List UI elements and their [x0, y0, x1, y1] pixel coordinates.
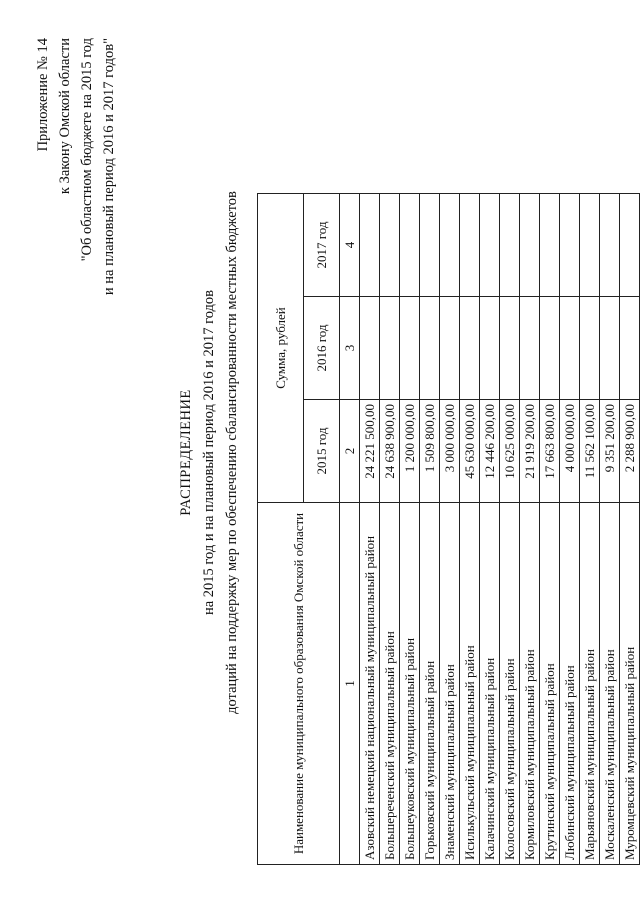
amount-2017: [480, 194, 500, 297]
table-row: [440, 194, 460, 865]
title-period: на 2015 год и на плановый период 2016 и 2017 годов: [201, 289, 217, 616]
municipality-name: Марьяновский муниципальный район: [580, 503, 600, 865]
amount-2015: 45 630 000,00: [460, 400, 480, 503]
appendix-line-2: к Закону Омской области: [57, 38, 73, 195]
year-2015-header: 2015 год: [304, 400, 340, 503]
appendix-line-3: "Об областном бюджете на 2015 год: [79, 38, 95, 262]
amount-2017: [360, 194, 380, 297]
amount-2016: [380, 297, 400, 400]
amount-2016: [520, 297, 540, 400]
municipality-name: Калачинский муниципальный район: [480, 503, 500, 865]
amount-2017: [400, 194, 420, 297]
table-row: [580, 194, 600, 865]
municipality-name: Знаменский муниципальный район: [440, 503, 460, 865]
amount-2015: 24 221 500,00: [360, 400, 380, 503]
municipality-name: Москаленский муниципальный район: [600, 503, 620, 865]
amount-2016: [420, 297, 440, 400]
year-2017-header: 2017 год: [304, 194, 340, 297]
municipality-name: Исилькульский муниципальный район: [460, 503, 480, 865]
table-row: [560, 194, 580, 865]
municipality-name: Муромцевский муниципальный район: [620, 503, 640, 865]
amount-2017: [380, 194, 400, 297]
title-subject: дотаций на поддержку мер по обеспечению сбалансированности местных бюджетов: [224, 191, 240, 714]
amount-2015: 1 200 000,00: [400, 400, 420, 503]
amount-2017: [500, 194, 520, 297]
municipality-name: Азовский немецкий национальный муниципальный район: [360, 503, 380, 865]
col-number-3: 3: [340, 297, 360, 400]
title-heading: РАСПРЕДЕЛЕНИЕ: [178, 389, 194, 516]
municipality-name: Любинский муниципальный район: [560, 503, 580, 865]
year-2016-header: 2016 год: [304, 297, 340, 400]
amount-2017: [460, 194, 480, 297]
amount-2017: [520, 194, 540, 297]
amount-2016: [480, 297, 500, 400]
municipality-name: Кормиловский муниципальный район: [520, 503, 540, 865]
table-row: [500, 194, 520, 865]
amount-2016: [560, 297, 580, 400]
municipality-name: Большереченский муниципальный район: [380, 503, 400, 865]
table-row: [400, 194, 420, 865]
amount-2015: 3 000 000,00: [440, 400, 460, 503]
table-row: [360, 194, 380, 865]
amount-2017: [620, 194, 640, 297]
table-row: [600, 194, 620, 865]
amount-2017: [540, 194, 560, 297]
amount-2016: [620, 297, 640, 400]
amount-2015: 4 000 000,00: [560, 400, 580, 503]
col-number-4: 4: [340, 194, 360, 297]
table-row: [480, 194, 500, 865]
amount-2016: [360, 297, 380, 400]
amount-2017: [420, 194, 440, 297]
amount-2017: [600, 194, 620, 297]
amount-2016: [440, 297, 460, 400]
amount-2015: 10 625 000,00: [500, 400, 520, 503]
appendix-line-1: Приложение № 14: [35, 38, 51, 152]
municipality-name: Большеуковский муниципальный район: [400, 503, 420, 865]
table-row: [380, 194, 400, 865]
col-number-1: 1: [340, 503, 360, 865]
amount-2015: 24 638 900,00: [380, 400, 400, 503]
amount-2015: 1 509 800,00: [420, 400, 440, 503]
table-row: [540, 194, 560, 865]
amount-2015: 21 919 200,00: [520, 400, 540, 503]
appendix-line-4: и на плановый период 2016 и 2017 годов": [101, 38, 117, 296]
amount-2015: 2 288 900,00: [620, 400, 640, 503]
amount-2016: [500, 297, 520, 400]
col-municipality-header: Наименование муниципального образования Омской области: [258, 503, 340, 865]
amount-2016: [580, 297, 600, 400]
col-number-2: 2: [340, 400, 360, 503]
municipality-name: Крутинский муниципальный район: [540, 503, 560, 865]
amount-2015: 11 562 100,00: [580, 400, 600, 503]
sum-header: Сумма, рублей: [258, 194, 304, 503]
appendix-note: [32, 38, 120, 295]
amount-2016: [460, 297, 480, 400]
amount-2015: 9 351 200,00: [600, 400, 620, 503]
amount-2016: [400, 297, 420, 400]
amount-2017: [440, 194, 460, 297]
amount-2017: [580, 194, 600, 297]
document-title: [175, 0, 244, 905]
amount-2015: 17 663 800,00: [540, 400, 560, 503]
amount-2017: [560, 194, 580, 297]
distribution-table: [257, 193, 640, 865]
table-row: [460, 194, 480, 865]
amount-2016: [600, 297, 620, 400]
municipality-name: Горьковский муниципальный район: [420, 503, 440, 865]
table-row: [420, 194, 440, 865]
amount-2016: [540, 297, 560, 400]
municipality-name: Колосовский муниципальный район: [500, 503, 520, 865]
amount-2015: 12 446 200,00: [480, 400, 500, 503]
table-row: [520, 194, 540, 865]
table-row: [620, 194, 640, 865]
